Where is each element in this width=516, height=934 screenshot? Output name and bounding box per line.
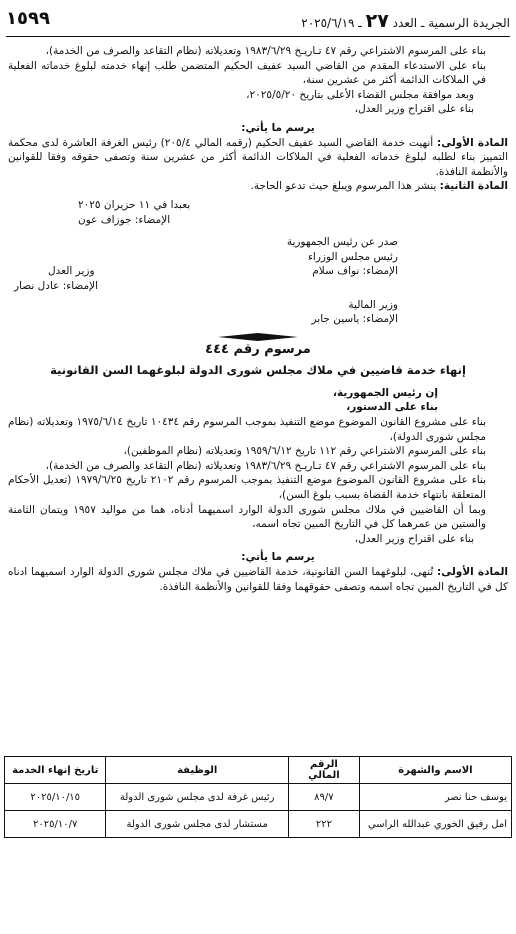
article-1-text: أنهيت خدمة القاضي السيد عفيف الحكيم (رقمه المالي ٢٠٥/٤) رئيس الغرفة العاشرة لدى محكمة التمييز بناء لطلبه لبلوغ خدماته الفعلية في الملاكات الدائمة أكثر من عشرين سنة وتصفى حقوقه وفقا للقوانين والأنظمة النافذة. bbox=[8, 136, 508, 178]
recital: بناء على مشروع القانون الموضوع موضع التنفيذ بموجب المرسوم رقم ٢١٠٢ تاريخ ١٩٧٩/٦/٢٥ (تعديل الأحكام المتعلقة بانتهاء خدمة القضاة بسبب بلوغ السن)، bbox=[8, 474, 486, 502]
column-header: الوظيفة bbox=[106, 757, 289, 784]
pm-signature: الإمضاء: نواف سلام bbox=[312, 265, 398, 278]
recital: بناء على المرسوم الاشتراعي رقم ١١٢ تاريخ ١٩٥٩/٦/١٢ وتعديلاته (نظام الموظفين)، bbox=[123, 445, 486, 458]
page-header bbox=[6, 8, 510, 37]
president-line: إن رئيس الجمهورية، bbox=[333, 386, 438, 399]
recital: وبعد موافقة مجلس القضاء الأعلى بتاريخ ٢٠٢٥/٥/٢٠، bbox=[246, 88, 474, 101]
cell-end-date: ٢٠٢٥/١٠/١٥ bbox=[5, 784, 106, 811]
journal-name: الجريدة الرسمية ـ العدد bbox=[392, 16, 510, 30]
issue-number: ٢٧ bbox=[365, 10, 389, 32]
decrees-heading: يرسم ما يأتي: bbox=[241, 121, 315, 134]
column-header: الرقم المالي bbox=[288, 757, 359, 784]
issue-date: ـ ٢٠٢٥/٦/١٩ bbox=[301, 16, 362, 30]
justice-signature: الإمضاء: عادل نصار bbox=[14, 279, 99, 292]
column-header: تاريخ إنهاء الخدمة bbox=[5, 757, 106, 784]
signatures-row bbox=[8, 264, 508, 279]
cell-name: يوسف حنا نصر bbox=[359, 784, 511, 811]
article-1 bbox=[8, 565, 508, 594]
article-2 bbox=[8, 179, 508, 194]
judges-table bbox=[4, 756, 512, 838]
issued-by: صدر عن رئيس الجمهورية bbox=[286, 236, 398, 249]
document-body bbox=[8, 44, 508, 594]
table-row bbox=[5, 811, 512, 838]
justice-title: وزير العدل bbox=[48, 265, 95, 278]
section-divider bbox=[8, 333, 508, 341]
decrees-heading: يرسم ما يأتي: bbox=[241, 551, 315, 564]
article-2-text: ينشر هذا المرسوم ويبلغ حيث تدعو الحاجة. bbox=[250, 180, 440, 193]
recital: بناء على اقتراح وزير العدل، bbox=[354, 103, 474, 116]
divider-ornament bbox=[218, 333, 298, 341]
signing-date: بعبدا في ١١ حزيران ٢٠٢٥ bbox=[78, 198, 191, 211]
article-2-label: المادة الثانية: bbox=[439, 180, 508, 193]
finance-signature: الإمضاء: ياسين جابر bbox=[311, 313, 398, 326]
cell-financial-number: ٢٢٢ bbox=[288, 811, 359, 838]
recital: بناء على اقتراح وزير العدل، bbox=[354, 532, 474, 545]
recital: بناء على الاستدعاء المقدم من القاضي السيد عفيف الحكيم المتضمن طلب إنهاء خدمته لبلوغ خدماته الفعلية في الملاكات الدائمة أكثر من عشرين سنة، bbox=[8, 59, 486, 87]
article-1-label: المادة الأولى: bbox=[437, 136, 508, 149]
pm-title: رئيس مجلس الوزراء bbox=[307, 250, 398, 263]
table-header-row bbox=[5, 757, 512, 784]
finance-title: وزير المالية bbox=[348, 298, 398, 311]
cell-name: امل رفيق الخوري عبدالله الراسي bbox=[359, 811, 511, 838]
journal-title bbox=[301, 10, 510, 32]
recital: بناء على المرسوم الاشتراعي رقم ٤٧ تـاريـخ ١٩٨٣/٦/٢٩ وتعديلاته (نظام التقاعد والصرف من الخدمة)، bbox=[45, 459, 486, 472]
decree-title: مرسوم رقم ٤٤٤ bbox=[205, 341, 311, 357]
cell-end-date: ٢٠٢٥/١٠/٧ bbox=[5, 811, 106, 838]
page-number: ١٥٩٩ bbox=[6, 8, 50, 29]
table-row bbox=[5, 784, 512, 811]
decree-subtitle: إنهاء خدمة قاضيين في ملاك مجلس شورى الدولة لبلوغهما السن القانونية bbox=[50, 363, 466, 378]
article-1-text: تُنهى، لبلوغهما السن القانونية، خدمة القاضيين في ملاك مجلس شورى الدولة الوارد اسميهما ادناه كل في التاريخ المبين تجاه اسمه وتصفى حقوقهما وفقا للقوانين والأنظمة النافذة. bbox=[8, 566, 508, 593]
cell-position: رئيس غرفة لدى مجلس شورى الدولة bbox=[106, 784, 289, 811]
article-1 bbox=[8, 136, 508, 180]
president-signature: الإمضاء: جوزاف عون bbox=[78, 213, 171, 226]
recital: بناء على المرسوم الاشتراعي رقم ٤٧ تـاريـخ ١٩٨٣/٦/٢٩ وتعديلاته (نظام التقاعد والصرف من الخدمة)، bbox=[45, 45, 486, 57]
constitution-line: بناء على الدستور، bbox=[346, 401, 438, 414]
column-header: الاسم والشهرة bbox=[359, 757, 511, 784]
cell-position: مستشار لدى مجلس شورى الدولة bbox=[106, 811, 289, 838]
recital: بناء على مشروع القانون الموضوع موضع التنفيذ بموجب المرسوم رقم ١٠٤٣٤ تاريخ ١٩٧٥/٦/١٤ وتعديلاته (نظام مجلس شورى الدولة)، bbox=[8, 416, 486, 443]
cell-financial-number: ٨٩/٧ bbox=[288, 784, 359, 811]
recital: وبما أن القاضيين في ملاك مجلس شورى الدولة الوارد اسميهما أدناه، هما من مواليد ١٩٥٧ ويتمان الثامنة والستين من عمرهما كل في التاريخ المبين تجاه اسمه، bbox=[8, 503, 486, 531]
article-1-label: المادة الأولى: bbox=[437, 566, 508, 578]
